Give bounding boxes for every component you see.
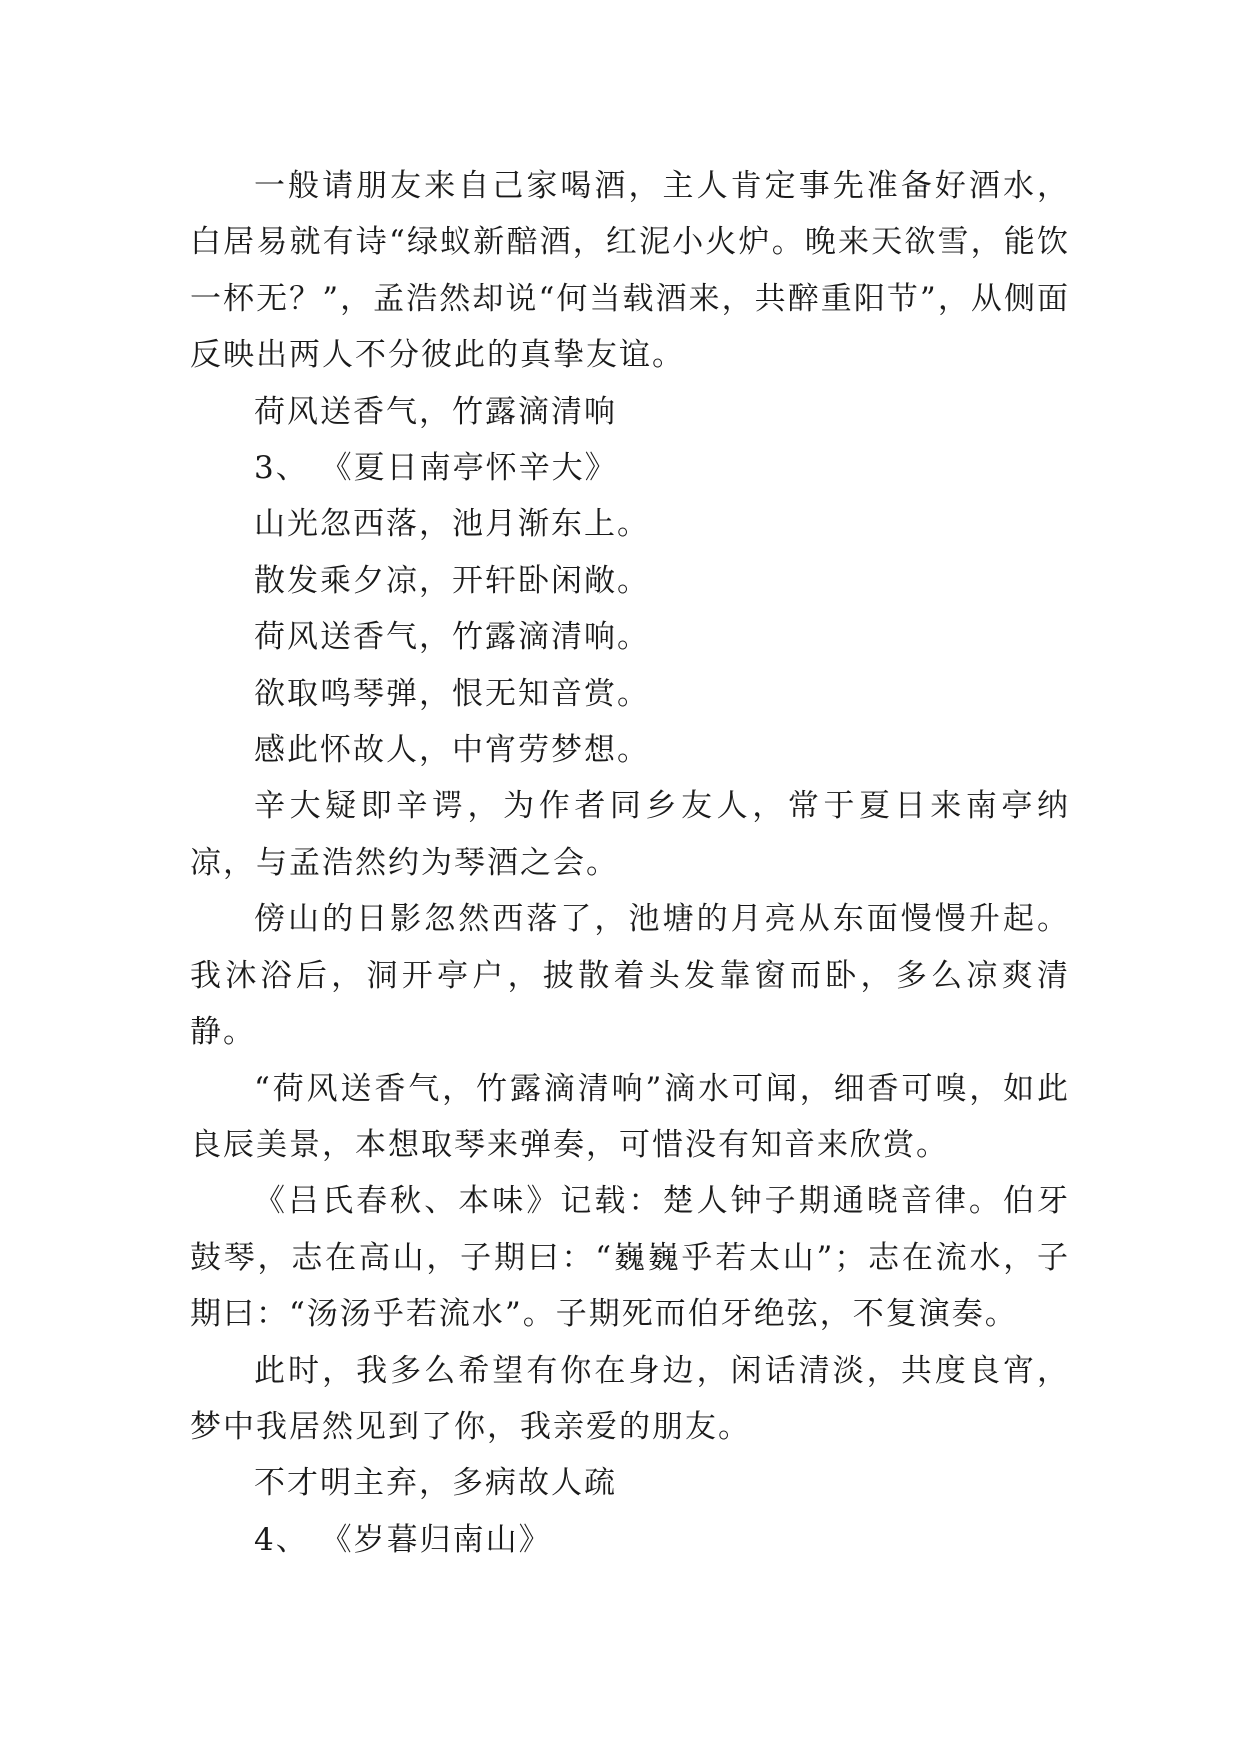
poem-line-1: 山光忽西落，池月渐东上。 xyxy=(254,506,650,543)
poem-line-3: 荷风送香气，竹露滴清响。 xyxy=(254,619,650,656)
poem-title-year-end-return: 4、 《岁暮归南山》 xyxy=(254,1521,552,1558)
paragraph-xin-da-note: 辛大疑即辛谔，为作者同乡友人，常于夏日来南亭纳凉，与孟浩然约为琴酒之会。 xyxy=(190,788,1070,881)
poem-line-5: 感此怀故人，中宵劳梦想。 xyxy=(254,732,650,769)
document-body xyxy=(190,158,1070,1568)
paragraph-translation-2: “荷风送香气，竹露滴清响”滴水可闻，细香可嗅，如此良辰美景，本想取琴来弹奏，可惜没有知音来欣赏。 xyxy=(190,1070,1070,1163)
paragraph-lushi-chunqiu: 《吕氏春秋、本味》记载：楚人钟子期通晓音律。伯牙鼓琴，志在高山，子期曰：“巍巍乎若太山”；志在流水，子期曰：“汤汤乎若流水”。子期死而伯牙绝弦，不复演奏。 xyxy=(190,1183,1070,1333)
section-heading-untalented: 不才明主弃，多病故人疏 xyxy=(254,1465,617,1502)
poem-line-2: 散发乘夕凉，开轩卧闲敞。 xyxy=(254,562,650,599)
paragraph-longing-friend: 此时，我多么希望有你在身边，闲话清淡，共度良宵，梦中我居然见到了你，我亲爱的朋友。 xyxy=(190,1352,1070,1445)
paragraph-white-ants-wine: 一般请朋友来自己家喝酒，主人肯定事先准备好酒水，白居易就有诗“绿蚁新醅酒，红泥小火炉。晚来天欲雪，能饮一杯无？”，孟浩然却说“何当载酒来，共醉重阳节”，从侧面反映出两人不分彼此的真挚友谊。 xyxy=(190,168,1070,374)
paragraph-translation-1: 傍山的日影忽然西落了，池塘的月亮从东面慢慢升起。我沐浴后，洞开亭户，披散着头发靠窗而卧，多么凉爽清静。 xyxy=(190,901,1070,1051)
section-heading-lotus-breeze: 荷风送香气，竹露滴清响 xyxy=(254,393,617,430)
poem-title-summer-south-pavilion: 3、 《夏日南亭怀辛大》 xyxy=(254,450,618,487)
poem-line-4: 欲取鸣琴弹，恨无知音赏。 xyxy=(254,675,650,712)
